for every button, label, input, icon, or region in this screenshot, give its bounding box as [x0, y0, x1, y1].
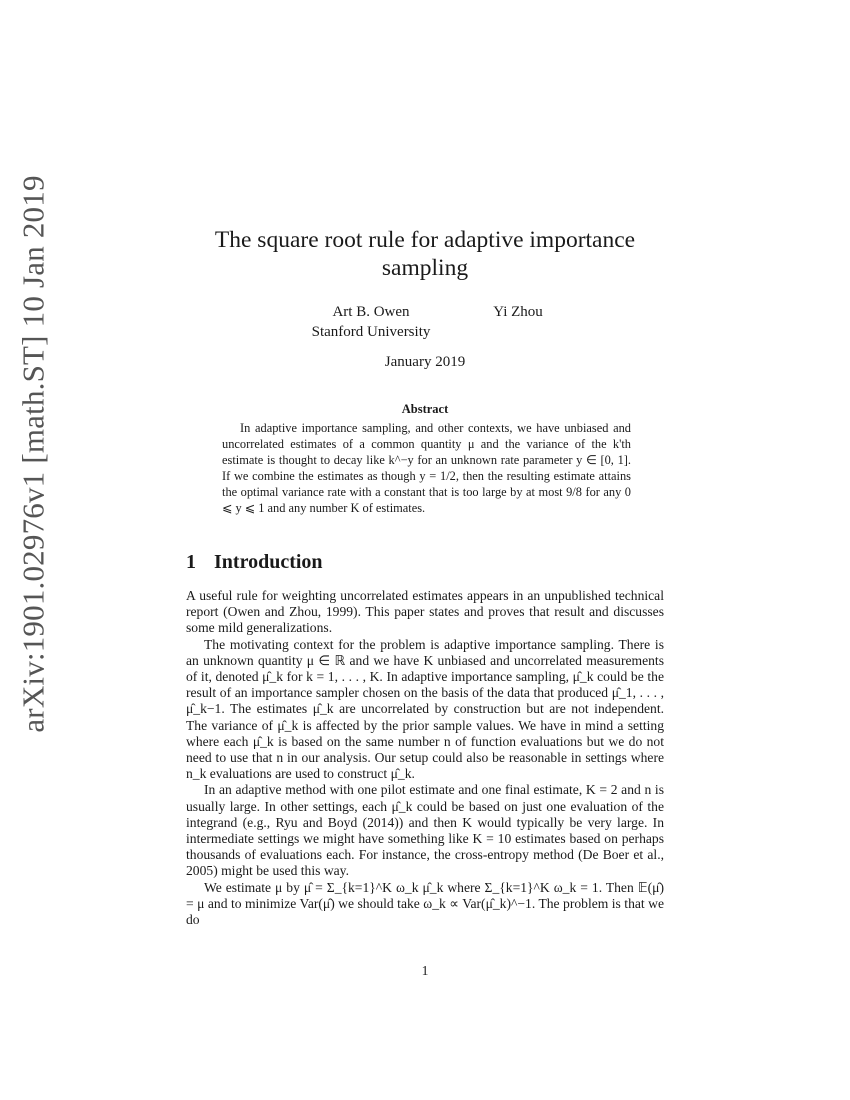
arxiv-identifier-stamp: [14, 175, 54, 733]
paragraph: The motivating context for the problem is adaptive importance sampling. There is an unknown quantity μ ∈ ℝ and we have K unbiased and uncorrelated measurements of it, denoted μ̂_k for k = 1, . . . , K. In adaptive importance sampling, μ̂_k could be the result of an importance sampler chosen on the basis of the data that produced μ̂_1, . . . , μ̂_k−1. The estimates μ̂_k are uncorrelated by construction but are not independent. The variance of μ̂_k is affected by the prior sample values. We have in mind a setting where each μ̂_k is based on the same number n of function evaluations but we do not need to use that n in our analysis. Our setup could also be reasonable in settings where n_k evaluations are used to construct μ̂_k.: [186, 636, 664, 782]
page-number: 1: [421, 963, 429, 978]
author-name: Art B. Owen: [332, 304, 410, 320]
author-block-owen: [296, 302, 446, 342]
paper-title: The square root rule for adaptive importance sampling: [214, 227, 636, 281]
paragraph: We estimate μ by μ̂ = Σ_{k=1}^K ω_k μ̂_k where Σ_{k=1}^K ω_k = 1. Then 𝔼(μ̂) = μ and to minimize Var(μ̂) we should take ω_k ∝ Var(μ̂_k)^−1. The problem is that we do: [186, 879, 664, 928]
author-affiliation: Stanford University: [311, 324, 431, 340]
abstract-text: In adaptive importance sampling, and other contexts, we have unbiased and uncorrelated estimates of a common quantity μ and the variance of the k'th estimate is thought to decay like k^−y for an unknown rate parameter y ∈ [0, 1]. If we combine the estimates as though y = 1/2, then the resulting estimate attains the optimal variance rate with a constant that is too large by at most 9/8 for any 0 ⩽ y ⩽ 1 and any number K of estimates.: [222, 421, 631, 515]
author-block-zhou: [486, 302, 550, 322]
author-name: Yi Zhou: [493, 304, 543, 320]
paragraph: In an adaptive method with one pilot estimate and one final estimate, K = 2 and n is usually large. In other settings, each μ̂_k could be based on just one evaluation of the integrand (e.g., Ryu and Boyd (2014)) and then K would typically be very large. In intermediate settings we might have something like K = 10 estimates based on perhaps thousands of evaluations each. For instance, the cross-entropy method (De Boer et al., 2005) might be used this way.: [186, 782, 664, 879]
section-title: Introduction: [214, 551, 323, 573]
abstract-heading: Abstract: [401, 402, 449, 416]
arxiv-identifier-text: arXiv:1901.02976v1 [math.ST] 10 Jan 2019: [16, 175, 52, 733]
paragraph: A useful rule for weighting uncorrelated estimates appears in an unpublished technical report (Owen and Zhou, 1999). This paper states and proves that result and discusses some mild generalizations.: [186, 588, 664, 636]
section-heading: [186, 551, 323, 574]
section-body: [186, 588, 664, 928]
section-number: 1: [186, 551, 196, 573]
paper-date: January 2019: [384, 354, 466, 370]
